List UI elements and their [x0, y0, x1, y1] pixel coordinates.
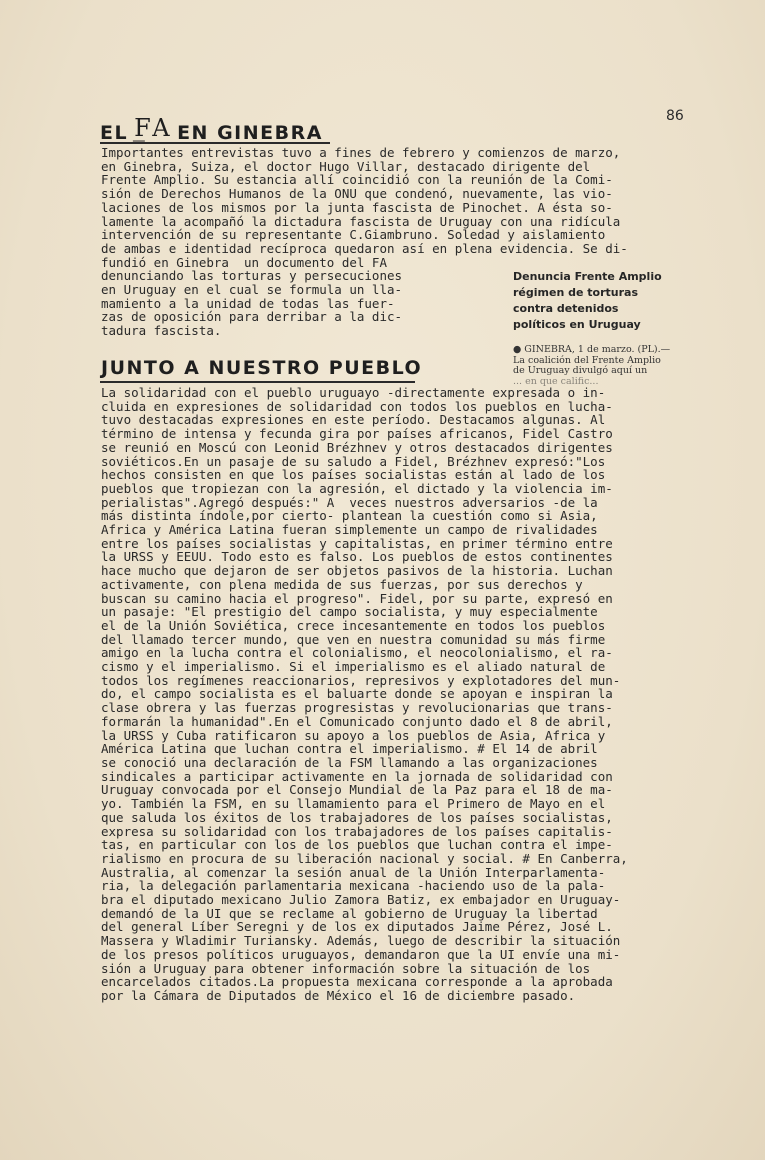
text-line: la URSS y EEUU. Todo esto es falso. Los pueblos de estos continentes [101, 549, 613, 565]
text-line: la URSS y Cuba ratificaron su apoyo a los pueblos de Asia, Africa y [101, 727, 606, 743]
text-line: se conoció una declaración de la FSM llamando a las organizaciones [101, 754, 598, 770]
text-line: mamiento a la unidad de todas las fuer- [101, 295, 395, 311]
text-line: expresa su solidaridad con los trabajadores de los países capitalis- [101, 823, 613, 839]
text-line: ria, la delegación parlamentaria mexicana -haciendo uso de la pala- [101, 878, 606, 894]
text-line: tadura fascista. [101, 323, 222, 339]
text-line: amigo en la lucha contra el colonialismo, el neocolonialismo, el ra- [101, 645, 613, 661]
text-line: La solidaridad con el pueblo uruguayo -directamente expresada o in- [101, 385, 606, 400]
text-line: que saluda los éxitos de los trabajadores de los países socialistas, [101, 809, 613, 825]
text-line: cluida en expresiones de solidaridad con todos los pueblos en lucha- [101, 398, 613, 414]
heading-underline [100, 381, 415, 383]
text-line: tas, en particular con los de los pueblos que luchan contra el impe- [101, 837, 613, 853]
text-line: demandó de la UI que se reclame al gobierno de Uruguay la libertad [101, 905, 598, 921]
text-line: perialistas".Agregó después:" A veces nuestros adversarios -de la [101, 494, 598, 510]
text-line: tuvo destacadas expresiones en este período. Destacamos algunas. Al [101, 412, 606, 428]
text-line: sindicales a participar activamente en la jornada de solidaridad con [101, 768, 613, 784]
text-line: lamente la acompañó la dictadura fascista de Uruguay con una ridícula [101, 213, 621, 229]
text-line: zas de oposición para derribar a la dic- [101, 309, 403, 325]
text-line: Africa y América Latina fueran simplemente un campo de rivalidades [101, 522, 598, 538]
text-line: del llamado tercer mundo, que ven en nuestra comunidad su más firme [101, 631, 606, 647]
clipping-body-line: ● GINEBRA, 1 de marzo. (PL).— [513, 344, 671, 355]
section2-body [101, 386, 628, 1003]
section-heading-pueblo: JUNTO A NUESTRO PUEBLO [101, 357, 423, 379]
text-line: en Uruguay en el cual se formula un lla- [101, 282, 403, 298]
text-line: entre los países socialistas y capitalistas, en primer término entre [101, 535, 613, 551]
text-line: un pasaje: "El prestigio del campo socialista, y muy especialmente [101, 604, 598, 620]
text-line: en Ginebra, Suiza, el doctor Hugo Villar, destacado dirigente del [101, 158, 591, 174]
text-line: Frente Amplio. Su estancia allí coincidió con la reunión de la Comi- [101, 172, 613, 188]
text-line: el de la Unión Soviética, crece incesantemente en todos los pueblos [101, 617, 606, 633]
text-line: buscan su camino hacia el progreso". Fidel, por su parte, expresó en [101, 590, 613, 606]
text-line: hace mucho que dejaron de ser objetos pasivos de la historia. Luchan [101, 563, 613, 579]
clipping-headline-line: Denuncia Frente Amplio [513, 270, 662, 283]
text-line: do, el campo socialista es el baluarte donde se apoyan e inspiran la [101, 686, 613, 702]
text-line: Uruguay convocada por el Consejo Mundial de la Paz para el 18 de ma- [101, 782, 613, 798]
clipping-body-line: La coalición del Frente Amplio [513, 354, 661, 366]
text-line: soviéticos.En un pasaje de su saludo a Fidel, Brézhnev expresó:"Los [101, 453, 606, 469]
clipping-headline-line: contra detenidos [513, 302, 619, 315]
text-line: fundió en Ginebra un documento del FA [101, 254, 387, 270]
news-clipping-headline [513, 269, 662, 333]
text-line: término de intensa y fecunda gira por países africanos, Fidel Castro [101, 426, 613, 442]
heading-underline [100, 142, 330, 144]
text-line: Massera y Wladimir Turiansky. Además, luego de describir la situación [101, 933, 621, 949]
text-line: sión a Uruguay para obtener información sobre la situación de los [101, 960, 591, 976]
heading-word-el: EL [100, 122, 129, 144]
text-line: cismo y el imperialismo. Si el imperialismo es el aliado natural de [101, 659, 606, 675]
text-line: de ambas e identidad recíproca quedaron así en plena evidencia. Se di- [101, 240, 628, 256]
section-heading-ginebra [100, 114, 323, 145]
text-line: todos los regímenes reaccionarios, represivos y explotadores del mun- [101, 672, 621, 688]
text-line: yo. También la FSM, en su llamamiento para el Primero de Mayo en el [101, 796, 606, 812]
text-line: formarán la humanidad".En el Comunicado conjunto dado el 8 de abril, [101, 713, 613, 729]
text-line: de los presos políticos uruguayos, demandaron que la UI envíe una mi- [101, 946, 621, 962]
heading-word-en-ginebra: EN GINEBRA [177, 122, 323, 144]
clipping-headline-line: políticos en Uruguay [513, 318, 641, 331]
text-line: más distinta índole,por cierto- plantean la cuestión como si Asia, [101, 508, 598, 524]
text-line: laciones de los mismos por la junta fascista de Pinochet. A ésta so- [101, 199, 613, 215]
frente-amplio-logo-glyph: F̲A [134, 114, 172, 142]
news-clipping-body [513, 345, 670, 387]
text-line: del general Líber Seregni y de los ex diputados Jaime Pérez, José L. [101, 919, 613, 935]
text-line: activamente, con plena medida de sus fuerzas, por sus derechos y [101, 576, 583, 592]
text-line: Importantes entrevistas tuvo a fines de febrero y comienzos de marzo, [101, 145, 621, 160]
text-line: intervención de su representante C.Giambruno. Soledad y aislamiento [101, 227, 606, 243]
text-line: denunciando las torturas y persecuciones [101, 268, 403, 284]
text-line: sión de Derechos Humanos de la ONU que condenó, nuevamente, las vio- [101, 186, 613, 202]
text-line: América Latina que luchan contra el imperialismo. # El 14 de abril [101, 741, 598, 757]
text-line: encarcelados citados.La propuesta mexicana corresponde a la aprobada [101, 974, 613, 990]
clipping-headline-line: régimen de torturas [513, 286, 639, 299]
text-line: hechos consisten en que los países socialistas están al lado de los [101, 467, 606, 483]
text-line: rialismo en procura de su liberación nacional y social. # En Canberra, [101, 850, 628, 866]
text-line: bra el diputado mexicano Julio Zamora Batiz, ex embajador en Uruguay- [101, 892, 621, 908]
text-line: clase obrera y las fuerzas progresistas y revolucionarias que trans- [101, 700, 613, 716]
text-line: pueblos que tropiezan con la agresión, el dictado y la violencia im- [101, 480, 613, 496]
page-number: 86 [666, 108, 684, 124]
text-line: Australia, al comenzar la sesión anual de la Unión Interparlamenta- [101, 864, 606, 880]
clipping-body-line: ... en que calific... [513, 375, 599, 387]
text-line: por la Cámara de Diputados de México el 16 de diciembre pasado. [101, 987, 576, 1003]
text-line: se reunió en Moscú con Leonid Brézhnev y otros destacados dirigentes [101, 439, 613, 455]
clipping-body-line: de Uruguay divulgó aquí un [513, 365, 648, 376]
